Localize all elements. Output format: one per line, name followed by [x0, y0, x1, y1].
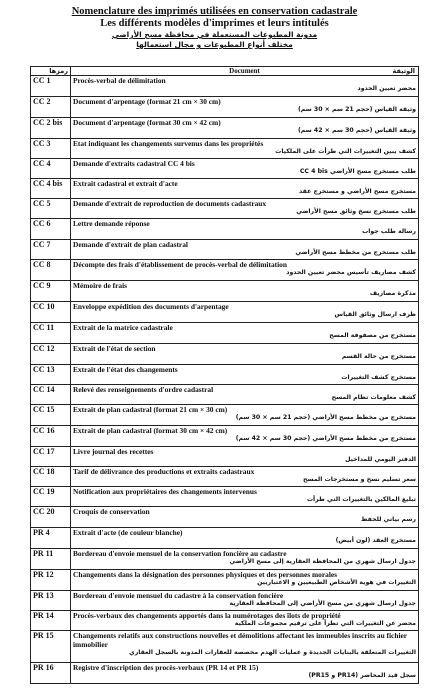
row-code: CC 19: [31, 487, 71, 507]
row-document-ar: مستخرج كشف التغييرات: [341, 374, 416, 381]
row-document-fr: Décompte des frais d'établissement de procès-verbal de délimitation: [73, 260, 287, 269]
table-row: [31, 76, 419, 97]
row-document: [71, 76, 419, 97]
row-document: [71, 507, 419, 528]
header-document-ar: الوثيقة: [392, 67, 415, 75]
row-document-ar: سجل قيد المحاضر (PR14 و PR15): [308, 672, 416, 679]
row-document: [71, 611, 419, 631]
row-code: PR 12: [31, 570, 71, 591]
table-row: [31, 426, 419, 447]
table-row: [31, 631, 419, 663]
row-document-ar: طلب مستخرج نسخ وثائق مسح الأراضي: [296, 208, 416, 215]
row-code: PR 14: [31, 611, 71, 631]
row-document-fr: Registre d'inscription des procès-verbaux (PR 14 et PR 15): [73, 663, 259, 672]
row-document-fr: Bordereau d'envoie mensuel de la conservation foncière au cadastre: [73, 549, 287, 558]
title-ar-1: مدونة المطبوعات المستعملة في محافظة مسح الأراضي: [111, 30, 318, 39]
row-code: CC 9: [31, 281, 71, 302]
row-document: [71, 240, 419, 260]
row-document-ar: تبليغ المالكين بالتغييرات التي طرأت: [306, 496, 416, 503]
row-document-ar: محضر عن التغييرات التي تطرأ على ترقيم مجموعات الملكية: [234, 620, 416, 627]
row-document: [71, 385, 419, 405]
row-document-fr: Livre journal des recettes: [73, 447, 154, 456]
row-document-ar: وثيقة القياس (حجم 21 سم × 30 سم): [297, 106, 416, 113]
table-row: [31, 281, 419, 302]
table-row: [31, 97, 419, 118]
row-document: [71, 447, 419, 467]
table-row: [31, 323, 419, 344]
row-document: [71, 631, 419, 663]
row-document: [71, 199, 419, 219]
row-document: [71, 179, 419, 199]
row-document-ar: التغييرات في هوية الأشخاص الطبيعيين و الاعتباريين: [257, 579, 416, 586]
row-document: [71, 467, 419, 487]
row-document-fr: Demande d'extraits cadastral CC 4 bis: [73, 159, 195, 168]
row-document-fr: Procès-verbaux des changements apportés dans la numérotages des îlots de propriété: [73, 611, 341, 620]
header-code: رمزها: [31, 67, 71, 76]
row-code: CC 4 bis: [31, 179, 71, 199]
row-code: CC 7: [31, 240, 71, 260]
row-code: CC 2 bis: [31, 118, 71, 139]
table-row: [31, 179, 419, 199]
row-code: CC 1: [31, 76, 71, 97]
table-row: [31, 663, 419, 684]
row-document-fr: Extrait de la matrice cadastrale: [73, 323, 173, 332]
row-code: CC 15: [31, 405, 71, 426]
row-document-ar: رسم بياني للحفظ: [361, 516, 416, 523]
row-document-fr: Extrait de plan cadastral (format 30 cm × 42 cm): [73, 426, 228, 435]
row-code: PR 4: [31, 528, 71, 549]
row-document-ar: محضر تعيين الحدود: [357, 85, 416, 92]
row-document-fr: Extrait de plan cadastral (format 21 cm × 30 cm): [73, 405, 228, 414]
row-code: CC 12: [31, 344, 71, 365]
title-fr-1: Nomenclature des imprimés utilisées en conservation cadastrale: [71, 6, 358, 17]
row-code: CC 16: [31, 426, 71, 447]
table-row: [31, 487, 419, 507]
row-document: [71, 570, 419, 591]
row-document-fr: Extrait cadastral et extrait d'acte: [73, 179, 178, 188]
table-row: [31, 549, 419, 570]
table-row: [31, 611, 419, 631]
header-document-fr: Document: [229, 67, 260, 75]
row-document-fr: Lettre demande réponse: [73, 219, 150, 228]
row-document-fr: Demande d'extrait de reproduction de documents cadastraux: [73, 199, 267, 208]
row-document-ar: طلب مستخرج من مخطط مسح الأراضي: [295, 249, 416, 256]
row-document-ar: كشف يبين التغييرات التي طرأت على الملكيات: [275, 148, 416, 155]
table-row: [31, 260, 419, 281]
row-code: CC 5: [31, 199, 71, 219]
table-row: [31, 118, 419, 139]
row-document-fr: Extrait de l'état de section: [73, 344, 156, 353]
table-row: [31, 219, 419, 240]
row-document-fr: Enveloppe expédition des documents d'arpentage: [73, 302, 229, 311]
row-document: [71, 118, 419, 139]
row-document-ar: مستخرج من مخطط مسح الأراضي (حجم 30 سم × 42 سم): [235, 435, 416, 442]
row-document-ar: طلب مستخرج مسح الأراضي CC 4 bis: [299, 168, 416, 175]
row-code: CC 2: [31, 97, 71, 118]
table-row: [31, 199, 419, 219]
row-document-fr: Notification aux propriétaires des changements intervenus: [73, 487, 257, 496]
row-document: [71, 426, 419, 447]
row-code: CC 8: [31, 260, 71, 281]
row-document: [71, 323, 419, 344]
row-document-fr: Relevé des renseignements d'ordre cadastral: [73, 385, 214, 394]
table-row: [31, 507, 419, 528]
row-document-ar: مستخرج مسح الأراضي و مستخرج عقد: [299, 188, 416, 195]
row-code: CC 10: [31, 302, 71, 323]
table-row: [31, 570, 419, 591]
table-row: [31, 159, 419, 179]
row-document-ar: كشف معلومات نظام المسح: [331, 394, 416, 401]
row-code: CC 17: [31, 447, 71, 467]
row-code: PR 13: [31, 591, 71, 611]
row-document: [71, 405, 419, 426]
row-document-fr: Extrait d'acte (de couleur blanche): [73, 528, 183, 537]
imprimes-table: [30, 66, 419, 684]
row-document-fr: Changements relatifs aux constructions nouvelles et démolitions affectant les immeubles inscrits au fichier immobilier: [73, 631, 407, 649]
table-header-row: [31, 67, 419, 76]
row-document-ar: مستخرج من مصفوفة المسح: [329, 332, 416, 339]
row-document-fr: Changements dans la désignation des personnes physiques et des personnes morales: [73, 570, 338, 579]
row-document: [71, 260, 419, 281]
row-code: CC 4: [31, 159, 71, 179]
row-document-fr: Tarif de délivrance des productions et extraits cadastraux: [73, 467, 255, 476]
row-document: [71, 139, 419, 159]
row-code: CC 20: [31, 507, 71, 528]
row-document-fr: Croquis de conservation: [73, 507, 150, 516]
row-document: [71, 281, 419, 302]
row-code: PR 11: [31, 549, 71, 570]
row-document-fr: Mémoire de frais: [73, 281, 128, 290]
row-document-ar: كشف مصاريف تأسيس محضر تعيين الحدود: [286, 269, 416, 276]
row-document: [71, 591, 419, 611]
row-document-ar: رسالة طلب جواب: [362, 228, 416, 235]
row-code: PR 16: [31, 663, 71, 684]
row-document: [71, 344, 419, 365]
table-body: [31, 76, 419, 684]
table-row: [31, 591, 419, 611]
row-document: [71, 97, 419, 118]
table-row: [31, 365, 419, 385]
row-code: CC 13: [31, 365, 71, 385]
row-document-ar: مستخرج من حالة القسم: [341, 353, 416, 360]
table-row: [31, 139, 419, 159]
title-fr-2: Les différents modèles d'imprimes et leurs intitulés: [100, 18, 329, 29]
row-document-ar: التغييرات المتعلقة بالبنايات الجديدة و عمليات الهدم مخصصة للعقارات المدونة بالسجل العقاري: [129, 649, 416, 656]
table-row: [31, 405, 419, 426]
row-document-fr: Document d'arpentage (format 30 cm × 42 cm): [73, 118, 221, 127]
row-code: CC 3: [31, 139, 71, 159]
table-row: [31, 528, 419, 549]
row-document-fr: Demande d'extrait de plan cadastral: [73, 240, 188, 249]
row-document-ar: جدول ارسال شهري من مسح الأراضي إلى المحافظة العقارية: [229, 600, 416, 607]
title-ar-2: مختلف أنواع المطبوعات و مجال استعمالها: [136, 40, 293, 49]
row-code: CC 18: [31, 467, 71, 487]
row-document-fr: Extrait de l'état des changements: [73, 365, 178, 374]
row-document: [71, 528, 419, 549]
row-document-fr: Bordereau d'envoie mensuel du cadastre à la conservation foncière: [73, 591, 284, 600]
table-row: [31, 467, 419, 487]
row-document-fr: Procès-verbal de délimitation: [73, 76, 166, 85]
row-code: PR 15: [31, 631, 71, 663]
table-row: [31, 385, 419, 405]
row-code: CC 14: [31, 385, 71, 405]
row-document: [71, 302, 419, 323]
table-row: [31, 447, 419, 467]
header: [0, 6, 429, 50]
row-document: [71, 663, 419, 684]
row-code: CC 6: [31, 219, 71, 240]
row-document: [71, 219, 419, 240]
row-document-ar: مستخرج العقد (لون أبيض): [335, 537, 416, 544]
table-row: [31, 344, 419, 365]
row-document-ar: وثيقة القياس (حجم 30 سم × 42 سم): [297, 127, 416, 134]
row-code: CC 11: [31, 323, 71, 344]
row-document-ar: مستخرج من مخطط مسح الأراضي (حجم 21 سم × 30 سم): [235, 414, 416, 421]
row-document: [71, 159, 419, 179]
table-row: [31, 302, 419, 323]
row-document-fr: Etat indiquant les changements survenus dans les propriétés: [73, 139, 264, 148]
row-document-ar: ظرف ارسال وثائق القياس: [334, 311, 416, 318]
row-document: [71, 487, 419, 507]
header-document: [71, 67, 419, 76]
row-document: [71, 365, 419, 385]
row-document-ar: مذكرة مصاريف: [369, 290, 416, 297]
row-document-ar: سعر تسليم نسخ و مستخرجات المسح: [303, 476, 416, 483]
table-row: [31, 240, 419, 260]
row-document-ar: الدفتر اليومي للمداخيل: [345, 456, 416, 463]
row-document: [71, 549, 419, 570]
row-document-ar: جدول ارسال شهري من المحافظة العقارية إلى مسح الأراضي: [229, 558, 416, 565]
row-document-fr: Document d'arpentage (format 21 cm × 30 cm): [73, 97, 221, 106]
